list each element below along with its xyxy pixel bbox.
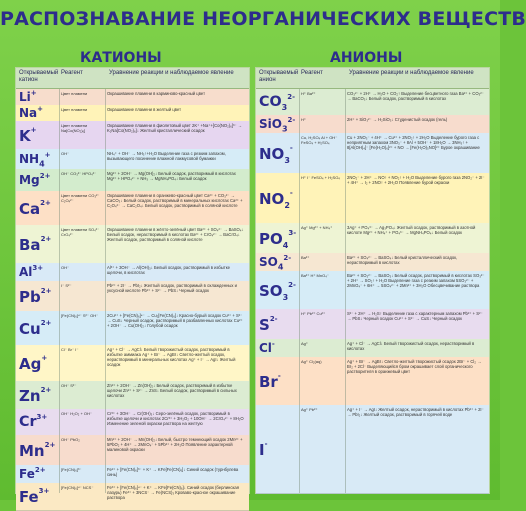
- equation-cell: Cu + 2NO₃⁻ + 4H⁺ → Cu²⁺ + 2NO₂↑ + 2H₂O Выделение бурого газа с неприятным запахом 3NO₃⁻ + 8Al + 5OH⁻ + 18H₂O → 3NH₃↑ + 8[Al(OH)₄]⁻ [Fe(H₂O)₆]²⁺ + NO → [Fe(H₂O)₅NO]²⁺ Бурое окрашивание: [347, 135, 480, 150]
- ion-subscript: 4: [277, 262, 284, 272]
- ion-charge: 2-: [283, 254, 292, 262]
- ion-base: Cl: [259, 341, 272, 355]
- ion-base: CO: [259, 93, 282, 110]
- ion-base: I: [259, 440, 265, 459]
- ion-charge: +: [30, 125, 37, 134]
- reagent-cell: Ba²⁺: [301, 255, 310, 260]
- ion-symbol: [259, 316, 278, 334]
- ion-subscript: 4: [282, 240, 289, 250]
- reagent-cell: H⁺ Pb²⁺ Cu²⁺: [301, 311, 326, 316]
- reagent-cell: Cl⁻ Br⁻ I⁻: [61, 347, 79, 352]
- ion-charge: 2+: [44, 440, 56, 449]
- reagent-cell: Ag⁺ Mg²⁺ + NH₄⁺: [301, 225, 333, 230]
- ion-base: Zn: [19, 386, 41, 405]
- ion-charge: +: [44, 151, 51, 159]
- ion-symbol: [259, 145, 293, 165]
- header-ion: Открываемый катион: [19, 70, 59, 83]
- ion-base: Al: [19, 265, 33, 279]
- column-divider: [299, 89, 300, 493]
- reagent-cell: Ag⁺ Pb²⁺: [301, 407, 318, 412]
- table-row: [256, 173, 489, 224]
- ion-charge: 2+: [34, 466, 46, 474]
- reagent-cell: OH⁻ CO₃²⁻ HPO₄²⁻: [61, 171, 97, 176]
- equation-cell: Fe³⁺ + [Fe(CN)₆]⁴⁻ + K⁺ → KFe[Fe(CN)₆]↓ Синий осадок (берлинская лазурь) Fe³⁺ + 3NCS⁻ → Fe(NCS)₃ Кроваво-красное окрашивание раствора: [107, 485, 239, 500]
- ion-symbol: [19, 152, 51, 168]
- reagent-cell: OH⁻: [61, 265, 70, 270]
- ion-charge: 2+: [40, 318, 52, 327]
- ion-base: SO: [259, 281, 283, 300]
- reagent-cell: Цвет пламени: [61, 91, 88, 96]
- table-row: [256, 223, 489, 254]
- equation-cell: Окрашивание пламени в оранжево-красный цвет Ca²⁺ + CO₃²⁻ → CaCO₃↓ Белый осадок, растворимый в минеральных кислотах Ca²⁺ + C₂O₄²⁻ → CaC₂O₄↓ Белый осадок, растворимый в соляной кислоте: [107, 193, 243, 208]
- reagent-cell: Цвет пламени Na[Co(NO₂)₆]: [61, 123, 88, 133]
- reagent-cell: Цвет пламени CO₃²⁻ C₂O₄²⁻: [61, 193, 100, 203]
- ion-base: PO: [259, 229, 283, 248]
- ion-base: S: [259, 315, 270, 334]
- reagent-cell: I⁻ S²⁻: [61, 283, 72, 288]
- ion-base: SiO: [259, 117, 282, 131]
- table-row: [256, 339, 489, 358]
- equation-cell: Окрашивание пламени в желтый цвет: [107, 107, 182, 112]
- ion-symbol: [19, 442, 55, 460]
- table-row: [16, 89, 249, 106]
- ion-subscript: 3: [281, 124, 288, 134]
- header-reagent: Реагент: [61, 70, 83, 76]
- ion-subscript: 4: [39, 159, 45, 169]
- ion-symbol: [19, 127, 37, 145]
- ion-base: Mg: [19, 172, 40, 187]
- ion-base: SO: [259, 255, 278, 269]
- equation-cell: Mn²⁺ + 2OH⁻ → Mn(OH)₂↓ Белый, быстро темнеющий осадок 2Mn²⁺ + 5PbO₂ + 4H⁺ → 2MnO₄⁻ + 5Pb²⁺ + 2H₂O Появление характерной малиновой окраски: [107, 437, 243, 452]
- reagent-cell: [Fe(CN)₆]⁴⁻ NCS⁻: [61, 485, 94, 490]
- equation-cell: 2NO₂⁻ + 2H⁺ → NO↑ + NO₂↑ + H₂O Выделение бурого газа 2NO₂⁻ + 2I⁻ + 4H⁺ → I₂ + 2NO↑ + 2H₂O Появление бурой окраски: [347, 175, 485, 185]
- ion-symbol: [19, 265, 43, 279]
- equation-cell: Al³⁺ + 3OH⁻ → Al(OH)₃↓ Белый осадок, растворимый в избытке щелочи, в кислотах: [107, 265, 230, 275]
- equation-cell: Ag⁺ + I⁻ → AgI↓ Желтый осадок, нерастворимый в кислотах Pb²⁺ + 2I⁻ → PbI₂↓ Желтый осадок, растворимый в горячей воде: [347, 407, 484, 417]
- table-row: [256, 115, 489, 134]
- ion-charge: 2-: [269, 314, 278, 323]
- equation-cell: Ba²⁺ + SO₃²⁻ → BaSO₃↓ Белый осадок, растворимый в кислотах SO₃²⁻ + 2H⁺ → SO₂↑ + H₂O Выделение газа с резким запахом 5SO₃²⁻ + 2MnO₄⁻ + 6H⁺ → 5SO₄²⁻ + 2Mn²⁺ + 3H₂O Обесцвечивание раствора: [347, 273, 485, 288]
- equation-cell: Ag⁺ + Cl⁻ → AgCl↓ Белый творожистый осадок, растворимый в избытке аммиака Ag⁺ + Br⁻ → AgBr↓ Светло-желтый осадок, нерастворимый в минеральных кислотах Ag⁺ + I⁻ → AgI↓ Желтый осадок: [107, 347, 236, 367]
- table-row: [256, 271, 489, 310]
- ion-symbol: [19, 488, 49, 506]
- ion-base: NO: [259, 144, 285, 163]
- equation-cell: 2H⁺ + SiO₃²⁻ → H₂SiO₃↓ Студенистый осадок (гель): [347, 117, 448, 122]
- ion-charge: +: [30, 89, 37, 97]
- reagent-cell: OH⁻ H₂O₂ + OH⁻: [61, 411, 92, 416]
- reagent-cell: Ba²⁺ H⁺ MnO₄⁻: [301, 273, 329, 278]
- ion-symbol: [259, 282, 296, 302]
- reagent-cell: H⁺: [301, 117, 306, 122]
- ion-symbol: [259, 94, 295, 112]
- ion-symbol: [19, 236, 51, 254]
- ion-charge: 2-: [287, 116, 296, 124]
- table-row: [256, 89, 489, 116]
- table-row: [16, 225, 249, 264]
- ion-subscript: 2: [284, 200, 290, 210]
- cations-heading: КАТИОНЫ: [80, 50, 162, 66]
- ion-charge: 2+: [40, 198, 51, 207]
- ion-subscript: 3: [282, 292, 289, 302]
- ion-charge: -: [277, 371, 281, 380]
- reagent-cell: [Fe(CN)₆]³⁻: [61, 467, 82, 472]
- ion-symbol: [259, 341, 275, 355]
- ion-symbol: [259, 230, 296, 250]
- ion-charge: 2+: [40, 234, 52, 243]
- ion-base: Mn: [19, 441, 45, 460]
- table-row: [16, 483, 249, 511]
- ion-subscript: 3: [281, 102, 288, 112]
- equation-cell: Cr³⁺ + 3OH⁻ → Cr(OH)₃↓ Серо-зелёный осадок, растворимый в избытке щелочи и кислотах 2Cr³⁺ + 3H₂O₂ + 10OH⁻ → 2CrO₄²⁻ + 8H₂O Изменение зеленой окраски раствора на желтую: [107, 411, 244, 426]
- reagent-cell: OH⁻ S²⁻: [61, 383, 77, 388]
- reagent-cell: Cu, H₂SO₄ Al + OH⁻ FeSO₄ + H₂SO₄: [301, 135, 338, 145]
- ion-subscript: 3: [284, 155, 290, 165]
- equation-cell: Pb²⁺ + 2I⁻ → PbI₂↓ Желтый осадок, растворимый в охлажденных и уксусной кислоте Pb²⁺ + S²⁻ → PbS↓ Черный осадок: [107, 283, 238, 293]
- reagent-cell: H⁺ I⁻ FeSO₄ + H₂SO₄: [301, 175, 340, 180]
- ion-charge: 3+: [32, 264, 44, 272]
- ion-symbol: [19, 387, 51, 405]
- cations-table: [15, 67, 250, 507]
- ion-symbol: [19, 414, 47, 430]
- anions-table-header: [256, 68, 489, 89]
- header-equation: Уравнение реакции и наблюдаемое явление: [109, 70, 234, 76]
- table-row: [16, 409, 249, 436]
- ion-charge: 3-: [288, 228, 297, 237]
- ion-charge: 2+: [40, 286, 52, 295]
- ion-symbol: [19, 200, 51, 218]
- column-divider: [59, 89, 60, 493]
- ion-symbol: [259, 117, 295, 133]
- ion-symbol: [19, 90, 37, 104]
- ion-base: Fe: [19, 488, 39, 507]
- reagent-cell: OH⁻: [61, 151, 70, 156]
- ion-symbol: [19, 173, 50, 187]
- ion-charge: 2+: [40, 385, 52, 394]
- table-row: [256, 309, 489, 340]
- ion-base: Li: [19, 90, 31, 104]
- reagent-cell: Ag⁺: [301, 341, 309, 346]
- ion-base: Pb: [19, 287, 41, 306]
- equation-cell: Ba²⁺ + SO₄²⁻ → BaSO₄↓ Белый кристаллический осадок, нерастворимый в кислотах: [347, 255, 458, 265]
- ion-symbol: [19, 355, 47, 373]
- ion-base: Br: [259, 372, 278, 391]
- equation-cell: Ag⁺ + Br⁻ → AgBr↓ Светло-желтый творожистый осадок 2Br⁻ + Cl₂ → Br₂ + 2Cl⁻ Выделяющийся бром окрашивает слой органического растворителя в оранжевый цвет: [347, 359, 482, 374]
- ion-charge: -: [289, 188, 293, 197]
- table-row: [16, 149, 249, 170]
- ion-base: Na: [19, 106, 38, 120]
- ion-symbol: [19, 288, 51, 306]
- ion-base: Fe: [19, 467, 35, 481]
- reagent-cell: Ag⁺ Cl₂(aq): [301, 359, 322, 364]
- equation-cell: Fe²⁺ + [Fe(CN)₆]³⁻ + K⁺ → KFe[Fe(CN)₆]↓ Синий осадок (турнбулева синь): [107, 467, 239, 477]
- ion-charge: -: [264, 439, 268, 448]
- ion-base: Ag: [19, 354, 42, 373]
- header-ion: Открываемый анион: [259, 70, 299, 83]
- ion-symbol: [259, 373, 281, 391]
- ion-charge: 3+: [38, 487, 50, 496]
- table-row: [16, 465, 249, 484]
- anions-table: [255, 67, 490, 494]
- ion-base: NO: [259, 189, 285, 208]
- equation-cell: NH₄⁺ + OH⁻ → NH₃↑+H₂O Выделение газа с резким запахом, вызывающего посинение влажной лакмусовой бумажки: [107, 151, 226, 161]
- table-row: [16, 381, 249, 410]
- equation-cell: Zn²⁺ + 2OH⁻ → Zn(OH)₂↓ Белый осадок, растворимый в избытке щелочи Zn²⁺ + S²⁻ → ZnS↓ Белый осадок, растворимый в сильных кислотах: [107, 383, 237, 398]
- ion-symbol: [259, 255, 291, 271]
- cations-table-header: [16, 68, 249, 89]
- reagent-cell: Цвет пламени: [61, 107, 88, 112]
- ion-charge: -: [289, 143, 293, 152]
- reagent-cell: OH⁻ PbO₂: [61, 437, 80, 442]
- ion-base: Cu: [19, 319, 41, 338]
- reagent-cell: H⁺ Ba²⁺: [301, 91, 316, 96]
- table-row: [16, 169, 249, 192]
- equation-cell: 3Ag⁺ + PO₄³⁻ → Ag₃PO₄↓ Желтый осадок, растворимый в азотной кислоте Mg²⁺ + NH₄⁺ + PO₄³⁻ → MgNH₄PO₄↓ Белый осадок: [347, 225, 476, 235]
- table-row: [16, 263, 249, 282]
- table-row: [16, 345, 249, 382]
- ion-base: Cr: [19, 413, 37, 430]
- equation-cell: S²⁻ + 2H⁺ → H₂S↑ Выделение газа с характерным запахом Pb²⁺ + S²⁻ → PbS↓ Черный осадок Cu²⁺ + S²⁻ → CuS↓ Черный осадок: [347, 311, 483, 321]
- header-equation: Уравнение реакции и наблюдаемое явление: [349, 70, 474, 76]
- equation-cell: Окрашивание пламени в карминово-красный цвет: [107, 91, 205, 96]
- ion-symbol: [259, 441, 268, 459]
- ion-charge: 2-: [288, 280, 296, 289]
- ion-charge: -: [271, 340, 275, 348]
- equation-cell: 2Cu²⁺ + [Fe(CN)₆]⁴⁻ → Cu₂[Fe(CN)₆]↓ Красно-бурый осадок Cu²⁺ + S²⁻ → CuS↓ Черный осадок, растворимый в разбавленных кислотах Cu²⁺ + 2OH⁻ → Cu(OH)₂↓ Голубой осадок: [107, 313, 243, 328]
- ion-charge: +: [37, 105, 44, 113]
- ion-charge: 2-: [287, 92, 296, 101]
- reagent-cell: Цвет пламени SO₄²⁻ CrO₄²⁻: [61, 227, 100, 237]
- table-row: [16, 435, 249, 466]
- ion-symbol: [259, 190, 293, 210]
- header-reagent: Реагент: [301, 70, 323, 76]
- ion-charge: 3+: [36, 412, 48, 421]
- ion-symbol: [19, 467, 46, 481]
- equation-cell: Окрашивание пламени в фиолетовый цвет 2K⁺ +Na⁺+[Co(NO₂)₆]³⁻ → K₂Na[Co(NO₂)₆]↓ Желтый кристаллический осадок: [107, 123, 242, 133]
- table-row: [256, 133, 489, 174]
- equation-cell: Ag⁺ + Cl⁻ → AgCl↓ Белый творожистый осадок, нерастворимый в кислотах: [347, 341, 475, 351]
- equation-cell: Mg²⁺ + 2OH⁻ → Mg(OH)₂↓ Белый осадок, растворимый в кислотах Mg²⁺ + HPO₄²⁻ + NH₃ → MgNH₄PO₄↓ Белый осадок: [107, 171, 236, 181]
- ion-symbol: [19, 106, 43, 120]
- equation-cell: CO₃²⁻ + 2H⁺ → H₂O + CO₂↑ Выделение бесцветного газа Ba²⁺ + CO₃²⁻ → BaCO₃↓ Белый осадок, растворимый в кислотах: [347, 91, 484, 101]
- table-row: [16, 311, 249, 346]
- anions-heading: АНИОНЫ: [330, 50, 403, 66]
- ion-base: K: [19, 126, 31, 145]
- column-divider: [345, 89, 346, 493]
- column-divider: [105, 89, 106, 493]
- ion-base: Ca: [19, 199, 41, 218]
- ion-charge: 2+: [39, 171, 51, 180]
- ion-base: NH: [19, 152, 40, 166]
- table-row: [16, 121, 249, 150]
- equation-cell: Окрашивание пламени в жёлто-зелёный цвет Ba²⁺ + SO₄²⁻ → BaSO₄↓ Белый осадок, нерастворимый в кислотах Ba²⁺ + CrO₄²⁻ → BaCrO₄↓ Желтый осадок, растворимый в соляной кислоте: [107, 227, 244, 242]
- ion-charge: +: [41, 353, 48, 362]
- table-row: [16, 105, 249, 122]
- ion-base: Ba: [19, 235, 41, 254]
- table-row: [16, 191, 249, 226]
- table-row: [256, 357, 489, 406]
- table-row: [256, 253, 489, 272]
- reagent-cell: [Fe(CN)₆]⁴⁻ S²⁻ OH⁻: [61, 313, 99, 318]
- page-title: РАСПОЗНАВАНИЕ НЕОРГАНИЧЕСКИХ ВЕЩЕСТВ: [0, 8, 526, 30]
- ion-symbol: [19, 320, 51, 338]
- table-row: [256, 405, 489, 494]
- table-row: [16, 281, 249, 312]
